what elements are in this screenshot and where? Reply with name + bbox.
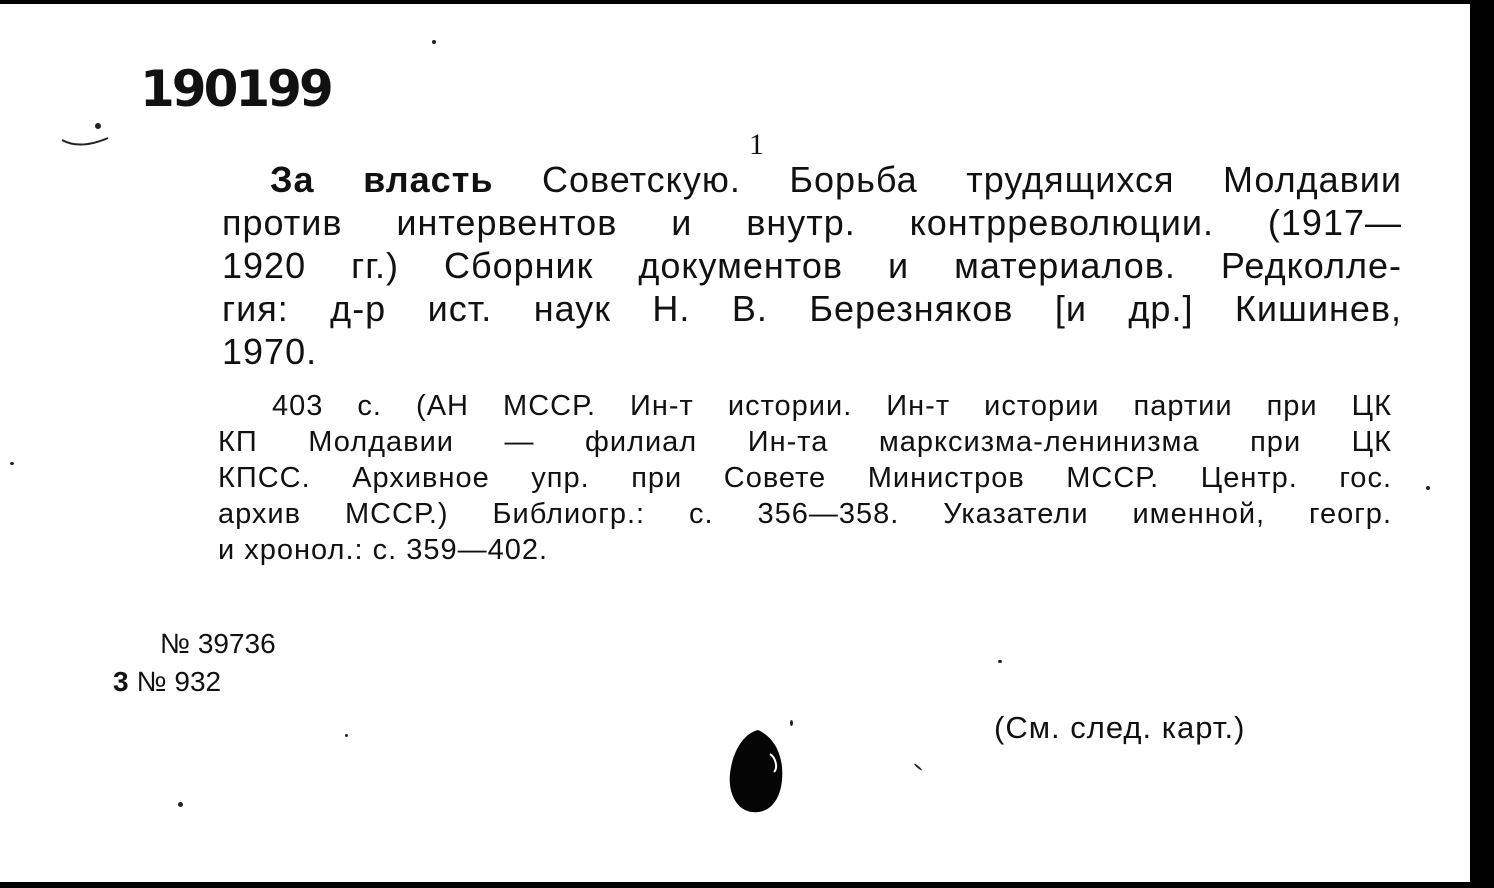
card-number: 1: [749, 128, 764, 161]
ink-speck: [10, 462, 14, 465]
ink-speck: [345, 734, 348, 737]
bibliographic-notes: [218, 388, 1392, 568]
note-line: КП Молдавии — филиал Ин-та марксизма-ленинизма при ЦК: [218, 426, 1392, 458]
shelf-mark-2: [113, 666, 221, 698]
ink-speck: [790, 720, 793, 726]
ink-speck: [914, 763, 923, 771]
inventory-number: 190199: [140, 60, 331, 118]
ink-speck: [178, 802, 183, 807]
note-line: архив МССР.) Библиогр.: с. 356—358. Указатели именной, геогр.: [218, 498, 1392, 530]
title-line-text: Советскую. Борьба трудящихся Молдавии: [493, 159, 1402, 200]
title-heading-word: За власть: [270, 159, 494, 200]
note-line: КПСС. Архивное упр. при Совете Министров МССР. Центр. гос.: [218, 462, 1392, 494]
title-line: гия: д-р ист. наук Н. В. Березняков [и др.] Кишинев,: [222, 288, 1402, 329]
continuation-note: (См. след. карт.): [994, 710, 1246, 745]
ink-speck: [1426, 486, 1430, 490]
catalog-card: [0, 4, 1470, 882]
punch-hole-icon: [724, 728, 794, 818]
title-line: 1920 гг.) Сборник документов и материалов. Редколле-: [222, 245, 1402, 286]
shelf-mark-2-number: № 932: [136, 666, 222, 697]
pencil-mark-icon: [60, 116, 120, 156]
shelf-mark-2-prefix: 3: [113, 666, 129, 697]
note-line: 403 с. (АН МССР. Ин-т истории. Ин-т истории партии при ЦК: [272, 390, 1392, 422]
note-line: и хронол.: с. 359—402.: [218, 534, 549, 566]
title-line: против интервентов и внутр. контрреволюции. (1917—: [222, 202, 1402, 243]
shelf-mark-1: № 39736: [160, 628, 276, 659]
title-line: [222, 158, 1402, 201]
ink-speck: [432, 40, 436, 44]
ink-speck: [998, 660, 1002, 663]
bibliographic-title: [222, 158, 1402, 373]
title-line: 1970.: [222, 331, 318, 372]
